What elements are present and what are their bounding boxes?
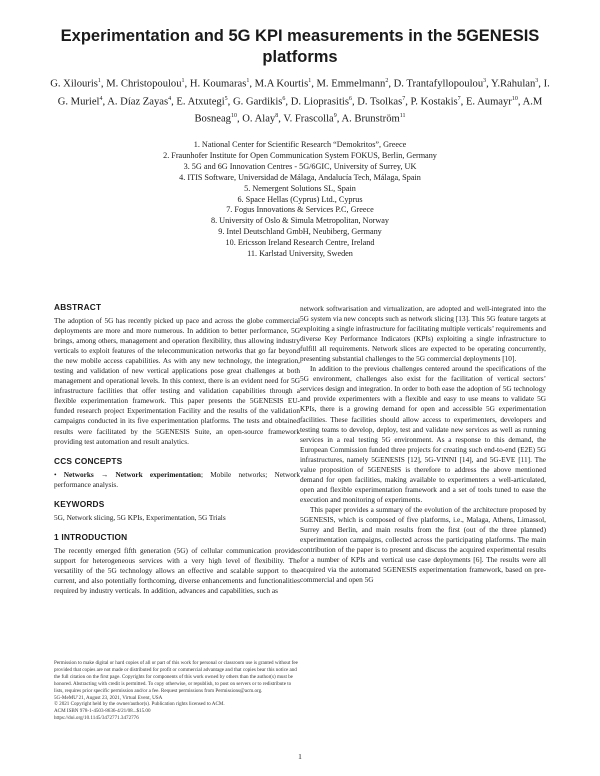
introduction-heading: 1 INTRODUCTION bbox=[54, 531, 128, 542]
author-name: D. Trantafyllopoulou bbox=[393, 78, 484, 90]
introduction-paragraph-1-cont: network softwarisation and virtualization, are adopted and well-integrated into the 5G system via new concepts such as network slicing [13]. This 5G feature targets at exploiting a single infrastructure for facilitating multiple verticals’ requirements and diverse Key Performance Indicators (KPIs) exploiting a single infrastructure to fulfill all requirements. Network slices are expected to be operating concurrently, presenting substantial challenges to the 5G commercial deployments [10]. bbox=[300, 304, 546, 364]
left-column bbox=[54, 302, 300, 596]
author-name: A.M Bosneag bbox=[194, 96, 543, 125]
author-affiliation-mark: 4 bbox=[99, 95, 103, 102]
introduction-paragraph-3: This paper provides a summary of the evolution of the architecture proposed by 5GENESIS, which is composed of five platforms, i.e., Malaga, Athens, Limassol, Surrey and Berlin, and main results from the first (out of the three planned) experimentation campaigns, collected across the participating platforms. The main contribution of the paper is to present and discuss the acquired experimental results for a number of KPIs and vertical use case deployments [6]. The results were all acquired via the automated 5GENESIS experimentation framework, based on pre-commercial and open 5G bbox=[300, 504, 546, 585]
ccs-rest: ; Mobile networks; Network performance analysis. bbox=[54, 469, 301, 489]
author-name: M. Christopoulou bbox=[106, 78, 182, 90]
affiliation-line: 5. Nemergent Solutions SL, Spain bbox=[244, 183, 356, 193]
keywords-heading: KEYWORDS bbox=[54, 498, 105, 509]
author-name: D. Tsolkas bbox=[357, 96, 403, 108]
author-name: E. Aumayr bbox=[465, 96, 512, 108]
ccs-concepts bbox=[54, 470, 300, 490]
author-name: M.A Kourtis bbox=[254, 78, 309, 90]
author-affiliation-mark: 1 bbox=[181, 78, 185, 84]
author-affiliation-mark: 5 bbox=[224, 95, 228, 102]
author-affiliation-mark: 8 bbox=[275, 113, 279, 120]
isbn: ACM ISBN 978-1-4503-8636-4/21/08...$15.00 bbox=[54, 708, 151, 715]
affiliation-line: 9. Intel Deutschland GmbH, Neubiberg, Germany bbox=[218, 227, 382, 237]
introduction-paragraph-2: In addition to the previous challenges centered around the specifications of the 5G environment, challenges also exist for the facilitation of vertical sectors’ services design and integration. In order to both ease the adoption of 5G technology and provide experimenters with a flexible and easy to use means to validate 5G KPIs, there is a growing demand for open and accessible 5G experimentation facilities. These facilities should allow access to experimenters, developers and testing teams to develop, deploy, test and validate new services as well as running services in a real testing 5G environment. As a response to this demand, the European Commission funded three projects for creating such end-to-end (E2E) 5G infrastructures, namely 5GENESIS [12], 5G-VINNI [14], and 5G-EVE [11]. The value proposition of 5GENESIS is therefore to address the above mentioned demand for open facilities, making available to experimenters a well-articulated, open and flexible experimentation framework and a set of tools tuned to ease the execution and monitoring of experiments. bbox=[300, 364, 546, 504]
copyright-notice: © 2021 Copyright held by the owner/author(s). Publication rights licensed to ACM. bbox=[54, 701, 225, 708]
doi-link[interactable]: https://doi.org/10.1145/3472771.3472776 bbox=[54, 715, 139, 722]
author-affiliation-mark: 1 bbox=[97, 78, 101, 84]
author-name: Y.Rahulan bbox=[491, 78, 536, 90]
author-affiliation-mark: 1 bbox=[246, 78, 250, 84]
author-name: I. G. Muriel bbox=[57, 78, 550, 108]
ccs-bullet: • bbox=[54, 469, 57, 479]
affiliation-line: 1. National Center for Scientific Research “Demokritos”, Greece bbox=[193, 140, 407, 149]
permission-notice: Permission to make digital or hard copies of all or part of this work for personal or classroom use is granted without fee provided that copies are not made or distributed for profit or commercial advantage and that copies bear this notice and the full citation on the first page. Copyrights for components of this work owned by others than the author(s) must be honored. Abstracting with credit is permitted. To copy otherwise, or republish, to post on servers or to redistribute to lists, requires prior specific permission and/or a fee. Request permissions from Permissions@acm.org. bbox=[54, 660, 298, 694]
conference-info: 5G-MeMU’21, August 23, 2021, Virtual Event, USA bbox=[54, 694, 163, 701]
page-number: 1 bbox=[298, 752, 302, 761]
affiliation-line: 4. ITIS Software, Universidad de Málaga, Andalucía Tech, Málaga, Spain bbox=[179, 172, 421, 182]
author-affiliation-mark: 7 bbox=[457, 95, 461, 102]
author-name: V. Frascolla bbox=[283, 113, 334, 125]
author-name: D. Lioprasitis bbox=[290, 96, 349, 108]
author-name: G. Xilouris bbox=[50, 78, 98, 90]
ccs-item-experimentation: Network experimentation bbox=[115, 469, 201, 479]
author-name: E. Atxutegi bbox=[176, 96, 225, 108]
affiliation-line: 11. Karlstad University, Sweden bbox=[247, 249, 353, 259]
affiliation-line: 7. Fogus Innovations & Services P.C, Greece bbox=[226, 205, 374, 215]
affiliation-list bbox=[60, 140, 540, 260]
affiliation-line: 3. 5G and 6G Innovation Centres - 5G/6GIC, University of Surrey, UK bbox=[183, 161, 417, 171]
author-affiliation-mark: 3 bbox=[483, 78, 487, 84]
right-column bbox=[300, 304, 546, 585]
ccs-heading: CCS CONCEPTS bbox=[54, 455, 123, 466]
author-name: P. Kostakis bbox=[410, 96, 458, 108]
author-name: G. Gardikis bbox=[232, 96, 283, 108]
author-affiliation-mark: 2 bbox=[385, 78, 389, 84]
author-affiliation-mark: 10 bbox=[511, 95, 518, 102]
author-name: A. Brunström bbox=[341, 113, 400, 125]
author-affiliation-mark: 1 bbox=[308, 78, 312, 84]
affiliation-line: 2. Fraunhofer Institute for Open Communication System FOKUS, Berlin, Germany bbox=[163, 150, 437, 160]
affiliation-line: 8. University of Oslo & Simula Metropolitan, Norway bbox=[210, 216, 390, 226]
author-list: G. Xilouris$^1$, M. Christopoulou$^1$, H. Koumaras$^1$, M.A Kourtis$^1$, M. Emmelmann$^2$, D. Trantafyllopoulou$^3$, Y.Rahulan$^3$, I. G. Muriel$^4$, A. Díaz Zayas$^4$, E. Atxutegi$^5$, G. Gardikis$^6$, D. Lioprasitis$^6$, D. Tsolkas$^7$, P. Kostakis$^7$, E. Aumayr$^{10}$, A.M Bosneag$^{10}$, O. Alay$^8$, V. Frascolla$^9$, A. Brunström$^{11}$ bbox=[50, 78, 550, 125]
author-affiliation-mark: 4 bbox=[168, 95, 172, 102]
author-affiliation-mark: 3 bbox=[535, 78, 539, 84]
affiliation-line: 6. Space Hellas (Cyprus) Ltd., Cyprus bbox=[237, 194, 363, 204]
author-affiliation-mark: 6 bbox=[348, 95, 352, 102]
author-affiliation-mark: 6 bbox=[282, 95, 286, 102]
author-affiliation-mark: 7 bbox=[402, 95, 406, 102]
author-name: O. Alay bbox=[242, 113, 276, 125]
author-name: A. Díaz Zayas bbox=[107, 96, 169, 108]
copyright-footnote bbox=[54, 660, 300, 722]
affiliation-line: 10. Ericsson Ireland Research Centre, Ireland bbox=[225, 238, 375, 248]
author-name: H. Koumaras bbox=[189, 78, 247, 90]
author-affiliation-mark: 11 bbox=[399, 113, 406, 120]
author-affiliation-mark: 9 bbox=[333, 113, 337, 120]
ccs-item-networks: Networks bbox=[63, 469, 94, 479]
abstract-text: The adoption of 5G has recently picked up pace and across the globe commercial deployments are more and more numerous. In addition to better performance, 5G brings, among others, management and operation flexibility, thus allowing industry verticals to exploit features of the telecommunication networks that go far beyond the new mobile access capabilities. As with any new technology, the integration, testing and validation of new vertical applications pose great challenges at both management and operational levels. In this context, there is an evident need for 5G infrastructure facilities that offer testing and validation capabilities through a flexible experimentation framework. This paper presents the 5GENESIS EU-funded research project Experimentation Facility and the results of the validation campaigns conducted in its five experimentation platforms. The tests and obtained results were facilitated by the 5GENESIS Suite, an open-source framework providing test automation and result analytics. bbox=[54, 316, 300, 446]
abstract-heading: ABSTRACT bbox=[54, 302, 102, 312]
introduction-paragraph-1: The recently emerged fifth generation (5G) of cellular communication provides support for heterogeneous services with a very high level of flexibility. The versatility of the 5G technology allows an effective and scalable support to the current, and also potentially forthcoming, diverse enhancements and functionalities required by industry verticals. In addition, advances and capabilities, such as bbox=[54, 545, 300, 595]
keywords-text: 5G, Network slicing, 5G KPIs, Experimentation, 5G Trials bbox=[54, 512, 226, 522]
author-name: M. Emmelmann bbox=[316, 78, 386, 90]
ccs-arrow: → bbox=[101, 469, 109, 479]
author-affiliation-mark: 10 bbox=[230, 113, 237, 120]
paper-title: Experimentation and 5G KPI measurements in the 5GENESIS platforms bbox=[60, 27, 540, 66]
